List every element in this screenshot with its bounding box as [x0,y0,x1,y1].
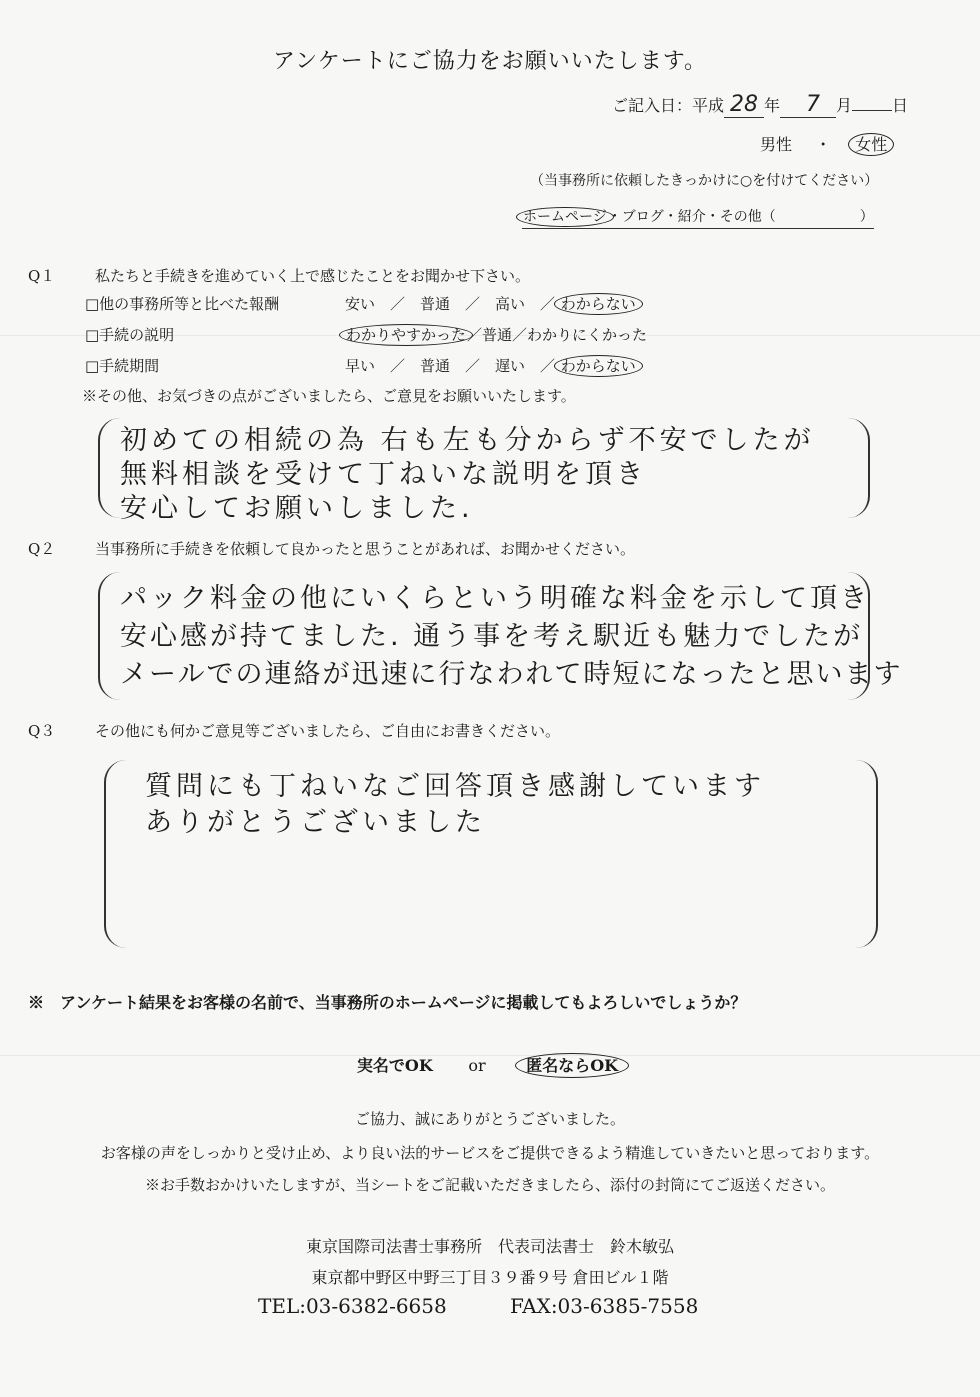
q1-options-fee [345,293,637,314]
q2-answer-line-2: 安心感が持てました. 通う事を考え駅近も魅力でしたが [120,621,864,652]
closing-line-3: ※お手数おかけいたしますが、当シートをご記載いただきましたら、添付の封筒にてご返送ください。 [144,1176,835,1194]
date-label: ご記入日：平成 [612,96,725,115]
gender-male: 男性 [760,135,793,154]
trigger-options [522,206,874,229]
q2-answer-line-1: パック料金の他にいくらという明確な料金を示して頂き [120,583,870,614]
q1-item-fee: □他の事務所等と比べた報酬 [85,295,280,313]
q1-fee-circled: わからない [554,293,643,315]
q1-options-explanation-text: ／普通／わかりにくかった [467,326,648,344]
q1-text: 私たちと手続きを進めていく上で感じたことをお聞かせ下さい。 [95,267,531,285]
gender-female-circled: 女性 [848,133,894,156]
office-name: 東京国際司法書士事務所 代表司法書士 鈴木敏弘 [305,1237,674,1256]
q2-label: Q２ [28,540,56,558]
office-address: 東京都中野区中野三丁目３９番９号 倉田ビル１階 [311,1268,669,1287]
publish-question: ※ アンケート結果をお客様の名前で、当事務所のホームページに掲載してもよろしいでしょうか？ [28,993,747,1012]
q1-options-period-text: 早い ／ 普通 ／ 遅い ／ [345,357,556,375]
trigger-homepage-circled: ホームページ [516,207,614,227]
form-title: アンケートにご協力をお願いいたします。 [273,49,707,74]
q2-text: 当事務所に手続きを依頼して良かったと思うことがあれば、お聞かせください。 [95,540,636,558]
q3-answer-line-2: ありがとうございました [145,807,486,838]
trigger-note: （当事務所に依頼したきっかけに○を付けてください） [530,173,879,189]
date-month-unit: 月 [836,96,853,115]
publish-options [0,1053,980,1076]
q1-options-fee-text: 安い ／ 普通 ／ 高い ／ [345,295,556,313]
office-tel: TEL:03-6382-6658 [258,1294,447,1318]
date-year-unit: 年 [764,96,781,115]
publish-option-real: 実名でOK [356,1056,433,1075]
q1-item-explanation: □手続の説明 [85,326,175,344]
q1-note: ※その他、お気づきの点がございましたら、ご意見をお願いいたします。 [82,387,576,405]
date-month: 7 [780,92,836,118]
q1-item-period: □手続期間 [85,357,160,375]
q1-explanation-circled: わかりやすかった [339,324,473,346]
q3-text: その他にも何かご意見等ございましたら、ご自由にお書きください。 [95,722,561,740]
closing-line-1: ご協力、誠にありがとうございました。 [354,1110,625,1128]
q1-label: Q１ [28,267,56,285]
q1-answer-line-2: 無料相談を受けて丁ねいな説明を頂き [120,459,647,490]
date-day-unit: 日 [892,96,909,115]
q1-period-circled: わからない [554,355,643,377]
closing-line-2: お客様の声をしっかりと受け止め、より良い法的サービスをご提供できるよう精進していきたいと思っております。 [100,1144,880,1162]
office-fax: FAX:03-6385-7558 [510,1294,699,1318]
q1-answer-line-3: 安心してお願いしました. [120,493,474,524]
date-row [612,92,908,117]
q3-answer-line-1: 質問にも丁ねいなご回答頂き感謝しています [145,771,765,802]
q2-answer-line-3: メールでの連絡が迅速に行なわれて時短になったと思います [120,659,903,690]
q1-options-explanation [345,324,647,345]
publish-or: or [468,1056,486,1075]
q3-label: Q３ [28,722,56,740]
date-year: 28 [724,92,764,118]
gender-sep: ・ [815,135,832,154]
q1-options-period [345,355,637,376]
publish-option-anon-circled: 匿名ならOK [515,1053,629,1078]
q1-answer-line-1: 初めての相続の為 右も左も分からず不安でしたが [120,425,815,456]
gender-row [760,132,888,155]
trigger-rest: ・ブログ・紹介・その他（ ） [607,209,874,225]
